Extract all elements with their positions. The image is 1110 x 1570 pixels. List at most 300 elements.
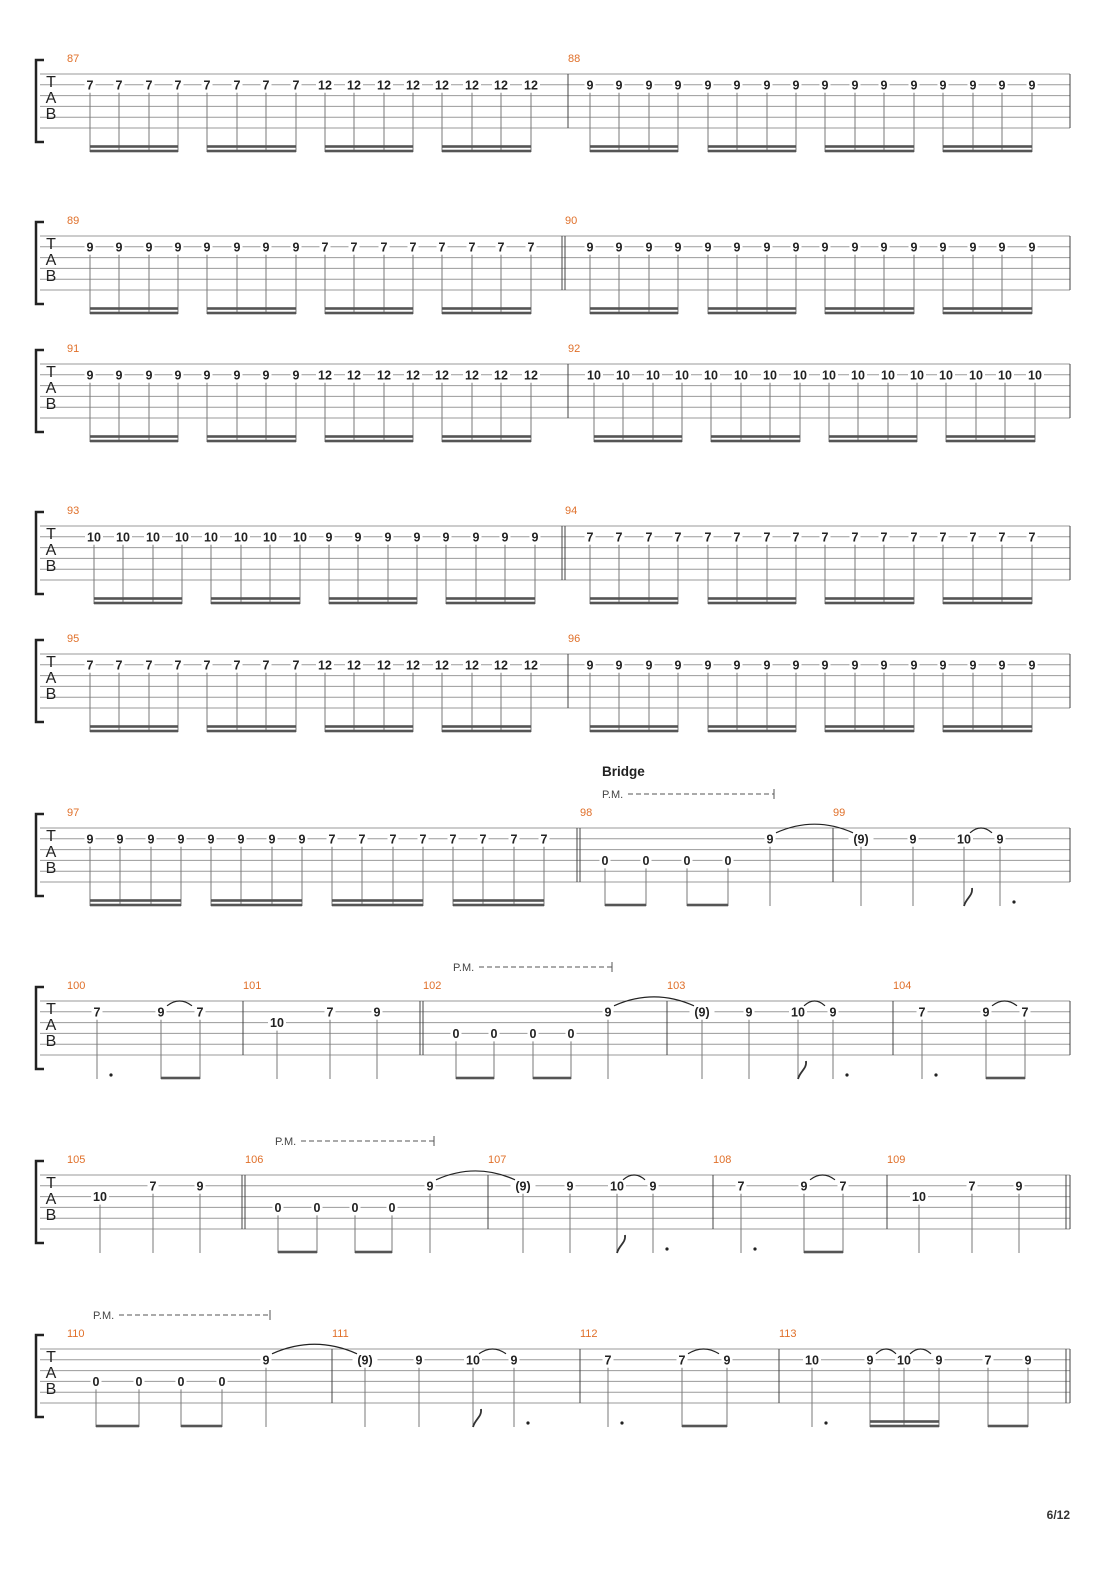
tab-clef-letter: B <box>45 1381 57 1398</box>
fret-number: 7 <box>998 530 1006 545</box>
bar-number: 90 <box>565 215 578 227</box>
fret-number: 9 <box>763 78 771 93</box>
tie <box>910 1349 931 1354</box>
tab-clef-letter: B <box>45 860 57 877</box>
beam <box>453 899 544 902</box>
tab-clef-letter: B <box>45 1207 57 1224</box>
fret-number: 9 <box>704 240 712 255</box>
tie <box>804 1001 825 1006</box>
fret-number: 7 <box>233 78 241 93</box>
fret-number: 7 <box>479 832 487 847</box>
fret-number: 0 <box>92 1374 100 1389</box>
fret-number: 9 <box>674 78 682 93</box>
beam <box>708 602 796 605</box>
bar-number: 91 <box>67 343 80 355</box>
fret-number: 7 <box>145 78 153 93</box>
fret-number: 12 <box>435 78 449 93</box>
tab-clef-letter: B <box>45 686 57 703</box>
beam <box>590 307 678 310</box>
fret-number: 9 <box>733 658 741 673</box>
fret-number: 9 <box>792 658 800 673</box>
fret-number: 7 <box>149 1179 157 1194</box>
fret-number: 9 <box>792 240 800 255</box>
fret-number: 7 <box>1028 530 1036 545</box>
fret-number: 9 <box>792 78 800 93</box>
fret-number: 10 <box>734 368 748 383</box>
fret-number: 7 <box>292 658 300 673</box>
fret-number: 12 <box>377 368 391 383</box>
beam <box>96 1425 139 1428</box>
fret-number: 9 <box>645 78 653 93</box>
tie <box>810 1175 835 1180</box>
fret-number: 7 <box>910 530 918 545</box>
tie <box>167 1001 192 1006</box>
fret-number: 7 <box>540 832 548 847</box>
beam <box>590 602 678 605</box>
beam <box>442 145 531 148</box>
fret-number: (9) <box>515 1179 531 1194</box>
beam <box>711 435 800 438</box>
fret-number: 9 <box>177 832 185 847</box>
fret-number: 0 <box>274 1200 282 1215</box>
fret-number: 10 <box>897 1353 911 1368</box>
beam <box>590 730 678 733</box>
fret-number: 10 <box>957 832 971 847</box>
fret-number: 12 <box>377 658 391 673</box>
beam <box>825 730 914 733</box>
beam <box>90 730 178 733</box>
fret-number: 10 <box>116 530 130 545</box>
fret-number: 10 <box>969 368 983 383</box>
beam <box>207 440 296 443</box>
beam <box>988 1425 1028 1428</box>
beam <box>94 597 182 600</box>
fret-number: 0 <box>683 853 691 868</box>
beam <box>207 312 296 315</box>
fret-number: 9 <box>766 832 774 847</box>
fret-number: 9 <box>157 1005 165 1020</box>
fret-number: 12 <box>524 658 538 673</box>
fret-number: 9 <box>935 1353 943 1368</box>
fret-number: 7 <box>174 78 182 93</box>
fret-number: 9 <box>262 240 270 255</box>
beam <box>442 725 531 728</box>
fret-number: 9 <box>733 78 741 93</box>
bar-number: 105 <box>67 1154 86 1166</box>
beam <box>207 730 296 733</box>
beam <box>829 435 917 438</box>
system-bracket <box>36 814 44 896</box>
fret-number: 9 <box>763 658 771 673</box>
fret-number: 7 <box>350 240 358 255</box>
beam <box>946 435 1035 438</box>
beam <box>687 904 728 907</box>
fret-number: (9) <box>853 832 869 847</box>
system-bracket <box>36 60 44 142</box>
fret-number: 9 <box>237 832 245 847</box>
beam <box>207 725 296 728</box>
page-number: 6/12 <box>1046 1508 1070 1522</box>
beam <box>594 440 682 443</box>
fret-number: 10 <box>910 368 924 383</box>
fret-number: 9 <box>415 1353 423 1368</box>
fret-number: 0 <box>724 853 732 868</box>
beam <box>442 440 531 443</box>
bar-number: 102 <box>423 980 442 992</box>
fret-number: 9 <box>996 832 1004 847</box>
fret-number: 9 <box>1024 1353 1032 1368</box>
fret-number: 9 <box>866 1353 874 1368</box>
fret-number: 9 <box>851 78 859 93</box>
fret-number: 7 <box>145 658 153 673</box>
fret-number: 9 <box>203 368 211 383</box>
fret-number: 9 <box>982 1005 990 1020</box>
beam <box>207 307 296 310</box>
fret-number: 12 <box>347 368 361 383</box>
fret-number: 9 <box>501 530 509 545</box>
fret-number: 7 <box>419 832 427 847</box>
fret-number: 7 <box>93 1005 101 1020</box>
fret-number: 9 <box>939 78 947 93</box>
beam <box>943 307 1032 310</box>
beam <box>325 440 413 443</box>
fret-number: 12 <box>524 368 538 383</box>
fret-number: 9 <box>586 78 594 93</box>
bar-number: 87 <box>67 53 80 65</box>
fret-number: 7 <box>821 530 829 545</box>
fret-number: 9 <box>733 240 741 255</box>
fret-number: 9 <box>829 1005 837 1020</box>
dotted-note <box>845 1073 848 1076</box>
fret-number: 7 <box>203 78 211 93</box>
beam <box>325 150 413 153</box>
beam <box>90 145 178 148</box>
beam <box>682 1425 727 1428</box>
beam <box>442 730 531 733</box>
fret-number: 9 <box>604 1005 612 1020</box>
fret-number: 9 <box>233 240 241 255</box>
fret-number: 7 <box>449 832 457 847</box>
fret-number: 7 <box>939 530 947 545</box>
fret-number: 9 <box>704 78 712 93</box>
beam <box>943 725 1032 728</box>
beam <box>90 440 178 443</box>
beam <box>870 1425 939 1428</box>
tab-clef-letter: T <box>46 1001 56 1018</box>
fret-number: 9 <box>566 1179 574 1194</box>
tab-clef-letter: A <box>45 1365 57 1382</box>
beam <box>181 1425 222 1428</box>
beam <box>590 725 678 728</box>
beam <box>325 312 413 315</box>
fret-number: 12 <box>347 658 361 673</box>
fret-number: 12 <box>347 78 361 93</box>
fret-number: 9 <box>649 1179 657 1194</box>
fret-number: 10 <box>610 1179 624 1194</box>
fret-number: 9 <box>174 368 182 383</box>
fret-number: 7 <box>763 530 771 545</box>
fret-number: 12 <box>318 78 332 93</box>
beam <box>943 150 1032 153</box>
bar-number: 96 <box>568 633 581 645</box>
fret-number: 0 <box>642 853 650 868</box>
fret-number: 7 <box>984 1353 992 1368</box>
fret-number: 12 <box>494 658 508 673</box>
fret-number: 10 <box>293 530 307 545</box>
fret-number: 9 <box>86 240 94 255</box>
fret-number: 9 <box>1028 240 1036 255</box>
fret-number: 7 <box>233 658 241 673</box>
fret-number: 7 <box>851 530 859 545</box>
beam <box>207 435 296 438</box>
beam <box>442 150 531 153</box>
fret-number: 7 <box>380 240 388 255</box>
fret-number: 7 <box>86 658 94 673</box>
beam <box>590 145 678 148</box>
beam <box>825 307 914 310</box>
fret-number: 9 <box>615 658 623 673</box>
tab-clef-letter: T <box>46 364 56 381</box>
fret-number: 7 <box>262 658 270 673</box>
fret-number: 7 <box>969 530 977 545</box>
fret-number: 7 <box>326 1005 334 1020</box>
fret-number: 9 <box>969 240 977 255</box>
fret-number: 10 <box>1028 368 1042 383</box>
tab-clef-letter: A <box>45 1191 57 1208</box>
fret-number: 9 <box>147 832 155 847</box>
beam <box>943 602 1032 605</box>
beam <box>325 725 413 728</box>
fret-number: 7 <box>792 530 800 545</box>
fret-number: 12 <box>494 368 508 383</box>
fret-number: 9 <box>851 240 859 255</box>
beam <box>590 312 678 315</box>
fret-number: 12 <box>406 658 420 673</box>
fret-number: 0 <box>601 853 609 868</box>
fret-number: 9 <box>292 368 300 383</box>
system-bracket <box>36 1335 44 1417</box>
system-bracket <box>36 640 44 722</box>
fret-number: 9 <box>998 240 1006 255</box>
fret-number: 7 <box>358 832 366 847</box>
bar-number: 112 <box>580 1328 598 1340</box>
fret-number: 9 <box>880 240 888 255</box>
beam <box>825 312 914 315</box>
fret-number: 9 <box>674 240 682 255</box>
fret-number: 9 <box>674 658 682 673</box>
fret-number: 10 <box>263 530 277 545</box>
beam <box>943 312 1032 315</box>
bar-number: 95 <box>67 633 80 645</box>
fret-number: 0 <box>490 1026 498 1041</box>
fret-number: 7 <box>438 240 446 255</box>
tab-clef-letter: T <box>46 74 56 91</box>
beam <box>605 904 646 907</box>
fret-number: 10 <box>466 1353 480 1368</box>
fret-number: 9 <box>821 658 829 673</box>
tab-clef-letter: A <box>45 252 57 269</box>
fret-number: 9 <box>233 368 241 383</box>
fret-number: 9 <box>880 658 888 673</box>
beam <box>711 440 800 443</box>
tab-clef-letter: A <box>45 542 57 559</box>
beam <box>708 597 796 600</box>
tab-clef-letter: T <box>46 236 56 253</box>
beam <box>453 904 544 907</box>
beam <box>708 725 796 728</box>
tab-clef-letter: A <box>45 670 57 687</box>
beam <box>456 1077 494 1080</box>
beam <box>90 150 178 153</box>
fret-number: 9 <box>510 1353 518 1368</box>
beam <box>829 440 917 443</box>
tab-clef-letter: A <box>45 844 57 861</box>
fret-number: 9 <box>615 78 623 93</box>
fret-number: 10 <box>791 1005 805 1020</box>
beam <box>207 150 296 153</box>
fret-number: 9 <box>262 368 270 383</box>
bar-number: 98 <box>580 807 593 819</box>
fret-number: 7 <box>604 1353 612 1368</box>
fret-number: 10 <box>912 1190 926 1205</box>
beam <box>804 1251 843 1254</box>
system-bracket <box>36 350 44 432</box>
beam <box>90 899 181 902</box>
tie <box>623 1175 645 1180</box>
dotted-note <box>665 1247 668 1250</box>
fret-number: 9 <box>910 78 918 93</box>
system-bracket <box>36 222 44 304</box>
fret-number: 7 <box>678 1353 686 1368</box>
beam <box>590 150 678 153</box>
beam <box>442 312 531 315</box>
fret-number: 7 <box>968 1179 976 1194</box>
bar-number: 94 <box>565 505 578 517</box>
bar-number: 109 <box>887 1154 906 1166</box>
fret-number: 9 <box>442 530 450 545</box>
beam <box>94 602 182 605</box>
bar-number: 99 <box>833 807 846 819</box>
fret-number: 9 <box>763 240 771 255</box>
fret-number: 9 <box>384 530 392 545</box>
bar-number: 92 <box>568 343 581 355</box>
fret-number: 9 <box>115 240 123 255</box>
fret-number: 9 <box>704 658 712 673</box>
fret-number: 12 <box>524 78 538 93</box>
beam <box>442 307 531 310</box>
fret-number: 10 <box>822 368 836 383</box>
fret-number: 12 <box>465 368 479 383</box>
fret-number: 9 <box>998 658 1006 673</box>
dotted-note <box>620 1421 623 1424</box>
fret-number: 10 <box>270 1016 284 1031</box>
fret-number: 7 <box>468 240 476 255</box>
fret-number: 9 <box>851 658 859 673</box>
fret-number: 7 <box>733 530 741 545</box>
beam <box>825 602 914 605</box>
fret-number: 10 <box>793 368 807 383</box>
fret-number: 7 <box>918 1005 926 1020</box>
beam <box>90 725 178 728</box>
fret-number: 9 <box>615 240 623 255</box>
bar-number: 104 <box>893 980 912 992</box>
tab-clef-letter: A <box>45 380 57 397</box>
fret-number: 7 <box>203 658 211 673</box>
fret-number: 12 <box>318 658 332 673</box>
fret-number: 9 <box>821 78 829 93</box>
fret-number: 0 <box>135 1374 143 1389</box>
fret-number: 0 <box>177 1374 185 1389</box>
fret-number: 9 <box>373 1005 381 1020</box>
fret-number: 9 <box>472 530 480 545</box>
bar-number: 93 <box>67 505 80 517</box>
fret-number: 10 <box>998 368 1012 383</box>
beam <box>90 435 178 438</box>
tab-clef-letter: B <box>45 268 57 285</box>
bar-number: 89 <box>67 215 80 227</box>
bar-number: 113 <box>779 1328 797 1340</box>
tab-clef-letter: B <box>45 558 57 575</box>
fret-number: 7 <box>737 1179 745 1194</box>
fret-number: 9 <box>174 240 182 255</box>
beam <box>825 145 914 148</box>
beam <box>329 602 417 605</box>
fret-number: 9 <box>145 240 153 255</box>
fret-number: 9 <box>909 832 917 847</box>
fret-number: 10 <box>704 368 718 383</box>
beam <box>590 597 678 600</box>
fret-number: 9 <box>645 658 653 673</box>
beam <box>355 1251 392 1254</box>
fret-number: 9 <box>969 78 977 93</box>
fret-number: 12 <box>494 78 508 93</box>
fret-number: 10 <box>675 368 689 383</box>
fret-number: 9 <box>86 368 94 383</box>
fret-number: 10 <box>587 368 601 383</box>
fret-number: (9) <box>694 1005 710 1020</box>
fret-number: 9 <box>1028 658 1036 673</box>
fret-number: 7 <box>839 1179 847 1194</box>
bar-number: 108 <box>713 1154 732 1166</box>
beam <box>943 597 1032 600</box>
fret-number: 9 <box>292 240 300 255</box>
fret-number: 10 <box>881 368 895 383</box>
bar-number: 101 <box>243 980 262 992</box>
beam <box>207 145 296 148</box>
fret-number: 12 <box>435 658 449 673</box>
fret-number: 9 <box>800 1179 808 1194</box>
tab-clef-letter: B <box>45 396 57 413</box>
bar-number: 100 <box>67 980 86 992</box>
dotted-note <box>109 1073 112 1076</box>
bar-number: 106 <box>245 1154 264 1166</box>
fret-number: 7 <box>510 832 518 847</box>
dotted-note <box>934 1073 937 1076</box>
fret-number: 9 <box>723 1353 731 1368</box>
beam <box>825 597 914 600</box>
fret-number: 10 <box>763 368 777 383</box>
beam <box>442 435 531 438</box>
fret-number: 9 <box>268 832 276 847</box>
beam <box>825 150 914 153</box>
note-flag <box>473 1409 481 1427</box>
fret-number: 7 <box>645 530 653 545</box>
tab-clef-letter: T <box>46 828 56 845</box>
beam <box>708 730 796 733</box>
fret-number: 9 <box>939 658 947 673</box>
fret-number: 9 <box>910 240 918 255</box>
beam <box>278 1251 317 1254</box>
